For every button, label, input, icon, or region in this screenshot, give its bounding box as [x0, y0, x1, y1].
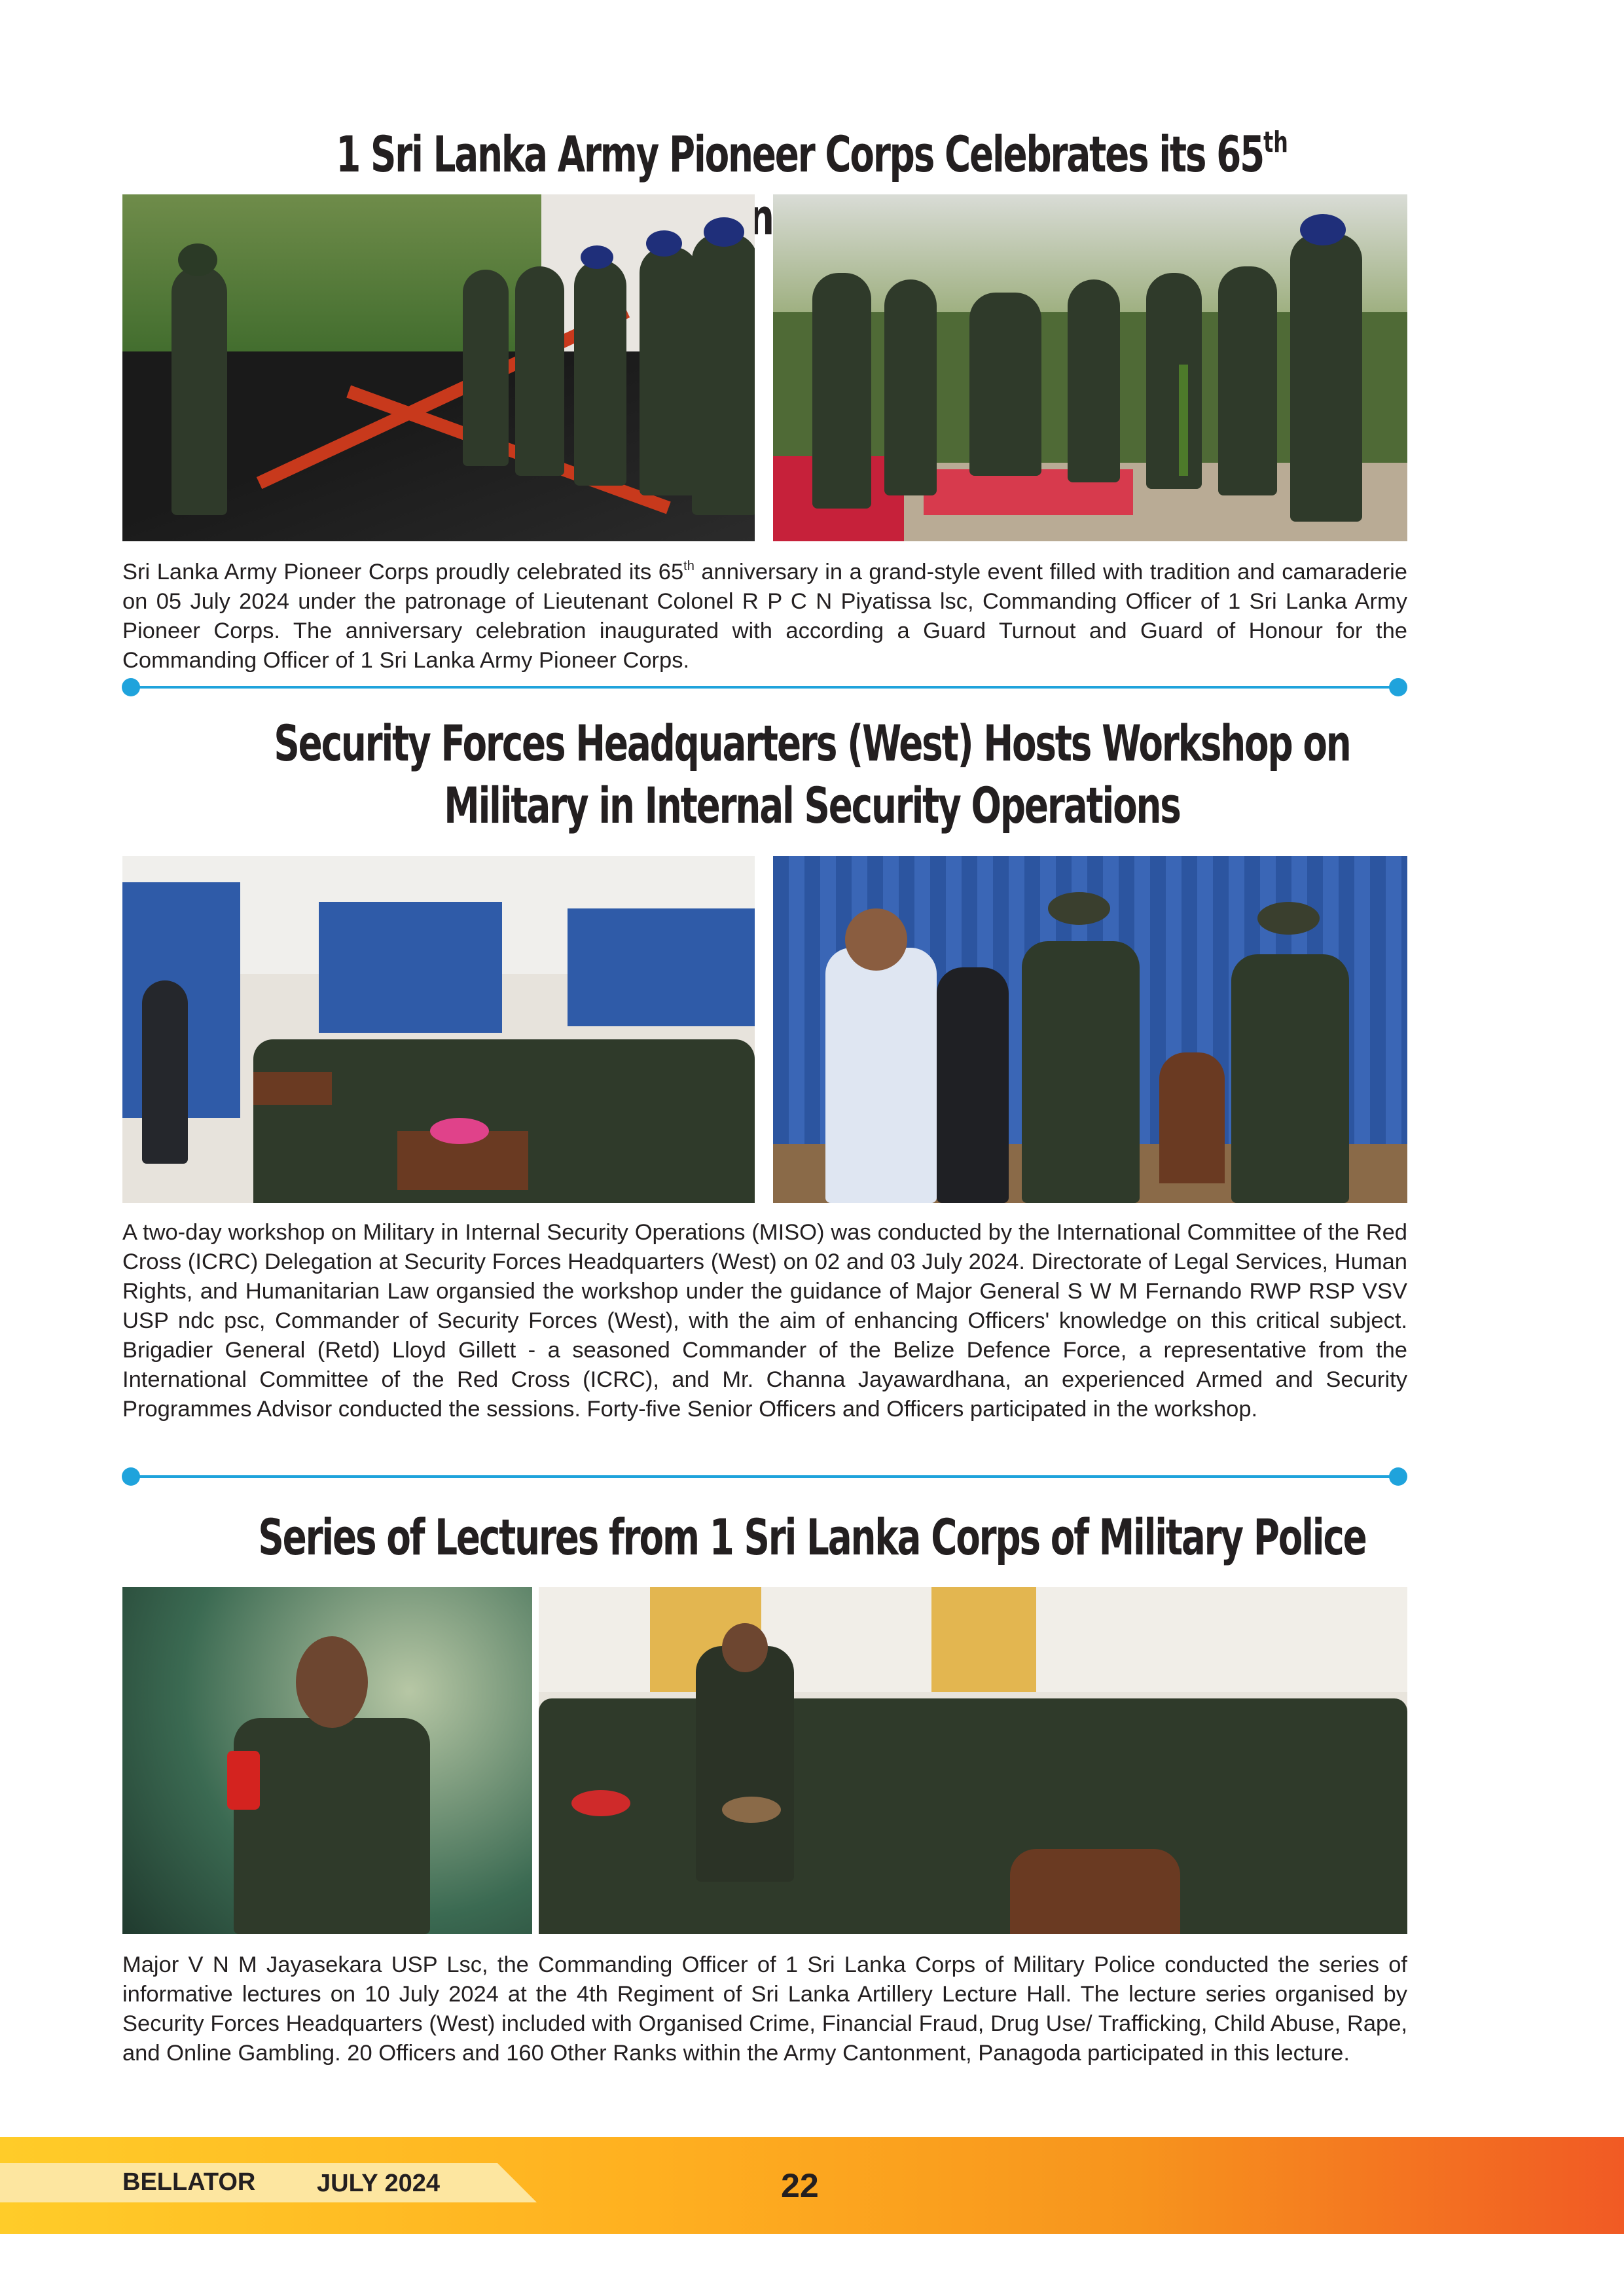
article-2-title-line-2: Military in Internal Security Operations: [444, 776, 1180, 834]
article-1-body: Sri Lanka Army Pioneer Corps proudly celebrated its 65th anniversary in a grand-style event filled with tradition and camaraderie on 05 July 2024 under the patronage of Lieutenant Colonel R P C N Piyatissa lsc, Commanding Officer of 1 Sri Lanka Army Pioneer Corps. The anniversary celebration inaugurated with according a Guard Turnout and Guard of Honour for the Commanding Officer of 1 Sri Lanka Army Pioneer Corps.: [122, 559, 1407, 673]
lecture-audience-photo: [539, 1587, 1407, 1934]
lecturer-photo: [122, 1587, 532, 1934]
article-3-body: Major V N M Jayasekara USP Lsc, the Commanding Officer of 1 Sri Lanka Corps of Military Police conducted the series of informative lectures on 10 July 2024 at the 4th Regiment of Sri Lanka Artillery Lecture Hall. The lecture series organised by Security Forces Headquarters (West) included with Organised Crime, Financial Fraud, Drug Use/ Trafficking, Child Abuse, Rape, and Online Gambling. 20 Officers and 160 Other Ranks within the Army Cantonment, Panagoda participated in this lecture.: [122, 1952, 1407, 2066]
tree-planting-photo: [773, 194, 1407, 541]
section-divider: [131, 1475, 1398, 1478]
article-3-title: Series of Lectures from 1 Sri Lanka Corps of Military Police: [258, 1508, 1366, 1566]
article-2-title-line-1: Security Forces Headquarters (West) Hosts Workshop on: [274, 714, 1350, 772]
divider-dot: [122, 1467, 140, 1486]
issue-date: JULY 2024: [317, 2170, 441, 2197]
guard-of-honour-photo: [122, 194, 755, 541]
section-divider: [131, 686, 1398, 689]
magazine-name: BELLATOR: [122, 2168, 256, 2196]
page-number: 22: [781, 2167, 819, 2205]
footer-label-tab: [0, 2163, 537, 2202]
divider-dot: [1389, 1467, 1407, 1486]
memento-presentation-photo: [773, 856, 1407, 1203]
workshop-audience-photo: [122, 856, 755, 1203]
divider-dot: [122, 678, 140, 696]
article-1-title: 1 Sri Lanka Army Pioneer Corps Celebrates its 65th: [336, 125, 1288, 183]
article-2-body: A two-day workshop on Military in Internal Security Operations (MISO) was conducted by the International Committee of the Red Cross (ICRC) Delegation at Security Forces Headquarters (West) on 02 and 03 July 2024. Directorate of Legal Services, Human Rights, and Humanitarian Law organsied the workshop under the guidance of Major General S W M Fernando RWP RSP VSV USP ndc psc, Commander of Security Forces (West), with the aim of enhancing Officers' knowledge on this critical subject. Brigadier General (Retd) Lloyd Gillett - a seasoned Commander of the Belize Defence Force, a representative from the International Committee of the Red Cross (ICRC), and Mr. Channa Jayawardhana, an experienced Armed and Security Programmes Advisor conducted the sessions. Forty-five Senior Officers and Officers participated in the workshop.: [122, 1220, 1407, 1422]
divider-dot: [1389, 678, 1407, 696]
